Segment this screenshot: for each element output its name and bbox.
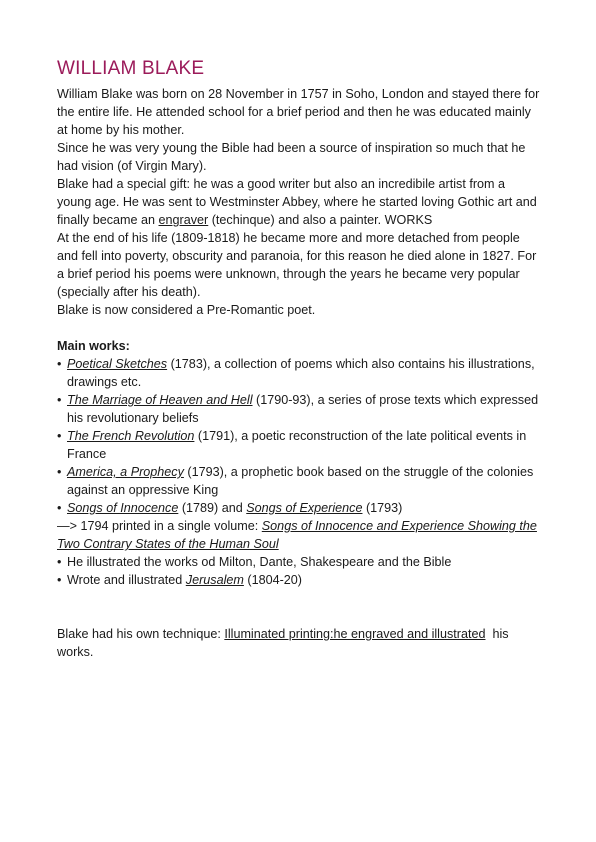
work-description: (1790-93), a series of prose texts which expressed his revolutionary beliefs xyxy=(67,393,539,425)
work-description: He illustrated the works od Milton, Dante, Shakespeare and the Bible xyxy=(67,555,452,569)
work-description: —> 1794 printed in a single volume: xyxy=(57,519,262,533)
work-description: Wrote and illustrated xyxy=(67,573,186,587)
work-title-link[interactable]: The French Revolution xyxy=(67,429,195,443)
work-description: (1791), a poetic reconstruction of the late political events in France xyxy=(67,429,527,461)
bullet-icon: • xyxy=(57,429,62,443)
bio-gift-text-end: (techinque) and also a painter. WORKS xyxy=(208,213,433,227)
list-item xyxy=(57,355,540,391)
work-title-link[interactable]: Songs of Innocence xyxy=(67,501,179,515)
work-title-link[interactable]: The Marriage of Heaven and Hell xyxy=(67,393,253,407)
work-description: (1804-20) xyxy=(243,573,302,587)
bio-paragraph-gift xyxy=(57,175,540,229)
technique-text-end: his works. xyxy=(57,627,513,659)
bullet-icon: • xyxy=(57,501,62,515)
biography-section xyxy=(57,85,540,319)
technique-text: Blake had his own technique: xyxy=(57,627,225,641)
main-works-list xyxy=(57,355,540,589)
bullet-icon: • xyxy=(57,555,62,569)
bullet-icon: • xyxy=(57,573,62,587)
work-title-link[interactable]: Songs of Innocence and Experience Showing the Two Contrary States of the Human Soul xyxy=(57,519,537,551)
work-description: (1783), a collection of poems which also contains his illustrations, drawings etc. xyxy=(67,357,535,389)
bullet-icon: • xyxy=(57,393,62,407)
work-title-link[interactable]: Jerusalem xyxy=(185,573,244,587)
list-item xyxy=(57,499,540,517)
work-description: (1793), a prophetic book based on the struggle of the colonies against an oppressive King xyxy=(67,465,534,497)
list-item xyxy=(57,571,540,589)
work-title-link[interactable]: Poetical Sketches xyxy=(67,357,168,371)
bio-gift-text: Blake had a special gift: he was a good writer but also an incredibile artist from a young age. He was sent to Westminster Abbey, where he started loving Gothic art and finally became an xyxy=(57,177,537,227)
list-item xyxy=(57,553,540,571)
bio-paragraph-bible: Since he was very young the Bible had been a source of inspiration so much that he had vision (of Virgin Mary). xyxy=(57,141,526,173)
work-title-link[interactable]: America, a Prophecy xyxy=(67,465,184,479)
work-title-link[interactable]: Songs of Experience xyxy=(246,501,363,515)
list-item xyxy=(57,427,540,463)
page-title: WILLIAM BLAKE xyxy=(57,58,205,79)
list-item xyxy=(57,391,540,427)
work-description: (1789) and xyxy=(178,501,247,515)
bio-paragraph-pre-romantic: Blake is now considered a Pre-Romantic poet. xyxy=(57,303,316,317)
illuminated-printing-link[interactable]: Illuminated printing:he engraved and illustrated xyxy=(224,627,486,641)
bio-paragraph-end-of-life: At the end of his life (1809-1818) he became more and more detached from people and fell into poverty, obscurity and paranoia, for this reason he died alone in 1827. For a brief period his poems were unknown, through the years he became very popular (specially after his death). xyxy=(57,231,537,299)
technique-paragraph xyxy=(57,625,540,661)
bullet-icon: • xyxy=(57,357,62,371)
bullet-icon: • xyxy=(57,465,62,479)
work-description: (1793) xyxy=(362,501,403,515)
bio-paragraph-birth: William Blake was born on 28 November in 1757 in Soho, London and stayed there for the entire life. He attended school for a brief period and then he was educated mainly at home by his mother. xyxy=(57,87,540,137)
main-works-heading: Main works: xyxy=(57,339,130,353)
engraver-link[interactable]: engraver xyxy=(158,213,209,227)
list-item xyxy=(57,463,540,499)
list-item xyxy=(57,517,540,553)
